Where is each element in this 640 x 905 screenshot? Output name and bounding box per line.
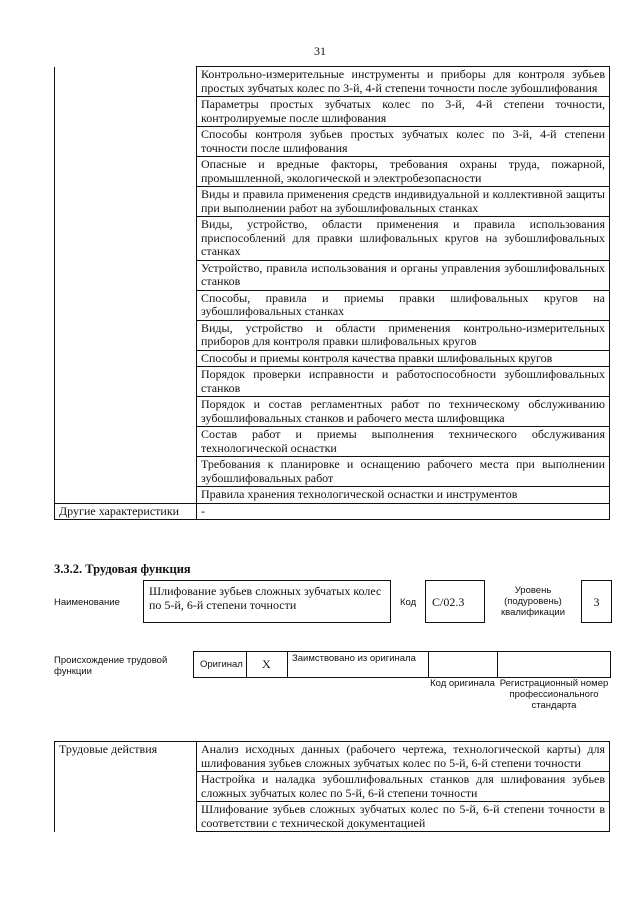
left-cell: [55, 802, 197, 832]
reg-number-caption: Регистрационный номер профессионального стандарта: [499, 678, 609, 711]
knowledge-item: Порядок и состав регламентных работ по техническому обслуживанию зубошлифовальных станков и рабочего места шлифовщика: [197, 397, 610, 427]
table-row: [55, 350, 610, 367]
table-row: [55, 320, 610, 350]
knowledge-item: Способы, правила и приемы правки шлифовальных кругов на зубошлифовальных станках: [197, 290, 610, 320]
knowledge-table: [54, 66, 610, 520]
original-label: Оригинал: [200, 659, 243, 670]
knowledge-item: Виды и правила применения средств индивидуальной и коллективной защиты при выполнении работ на зубошлифовальных станках: [197, 187, 610, 217]
left-cell: [55, 187, 197, 217]
knowledge-item: Параметры простых зубчатых колес по 3-й, 4-й степени точности, контролируемые после шлифования: [197, 97, 610, 127]
labor-action-item: Шлифование зубьев сложных зубчатых колес по 5-й, 6-й степени точности в соответствии с технической документацией: [197, 802, 610, 832]
code-original-caption: Код оригинала: [430, 678, 495, 689]
table-row: [55, 260, 610, 290]
borrowed-label: Заимствовано из оригинала: [292, 653, 416, 664]
original-mark: X: [262, 657, 271, 671]
name-label: Наименование: [54, 597, 120, 608]
left-cell: [55, 97, 197, 127]
left-cell: [55, 217, 197, 261]
table-row: [55, 217, 610, 261]
knowledge-item: Контрольно-измерительные инструменты и приборы для контроля зубьев простых зубчатых колес по 3-й, 4-й степени точности после зубошлифования: [197, 67, 610, 97]
knowledge-item: Состав работ и приемы выполнения технического обслуживания технологической оснастки: [197, 427, 610, 457]
level-value-box: 3: [581, 580, 612, 623]
left-cell: [55, 427, 197, 457]
function-name-box: Шлифование зубьев сложных зубчатых колес по 5-й, 6-й степени точности: [143, 580, 391, 623]
section-title: 3.3.2. Трудовая функция: [54, 562, 191, 576]
origin-reg-cell: [498, 652, 610, 677]
origin-code-cell: [429, 652, 498, 677]
knowledge-item: Устройство, правила использования и органы управления зубошлифовальных станков: [197, 260, 610, 290]
table-row: [55, 772, 610, 802]
table-row: [55, 397, 610, 427]
table-row: [55, 67, 610, 97]
table-row: [55, 97, 610, 127]
table-row: [55, 157, 610, 187]
left-cell: [55, 157, 197, 187]
origin-label: Происхождение трудовой функции: [54, 655, 168, 677]
left-cell: [55, 260, 197, 290]
knowledge-item: Порядок проверки исправности и работоспособности зубошлифовальных станков: [197, 367, 610, 397]
table-row: [55, 742, 610, 772]
knowledge-item: Способы контроля зубьев простых зубчатых колес по 3-й, 4-й степени точности после шлифования: [197, 127, 610, 157]
table-row: [55, 503, 610, 520]
left-cell: [55, 487, 197, 504]
table-row: [55, 427, 610, 457]
code-value-box: C/02.3: [425, 580, 485, 623]
knowledge-item: Виды, устройство, области применения и правила использования приспособлений для правки шлифовальных кругов на зубошлифовальных станках: [197, 217, 610, 261]
other-characteristics-label: Другие характеристики: [55, 503, 197, 520]
left-cell: [55, 367, 197, 397]
code-label: Код: [400, 597, 417, 608]
left-cell: [55, 127, 197, 157]
labor-action-item: Анализ исходных данных (рабочего чертежа, технологической карты) для шлифования зубьев сложных зубчатых колес по 5-й, 6-й степени точности: [197, 742, 610, 772]
left-cell: [55, 67, 197, 97]
table-row: [55, 290, 610, 320]
table-row: [55, 367, 610, 397]
table-row: [55, 802, 610, 832]
table-row: [55, 187, 610, 217]
knowledge-item: Правила хранения технологической оснастки и инструментов: [197, 487, 610, 504]
labor-action-item: Настройка и наладка зубошлифовальных станков для шлифования зубьев сложных зубчатых колес по 5-й, 6-й степени точности: [197, 772, 610, 802]
table-row: [55, 127, 610, 157]
labor-actions-table: [54, 741, 610, 832]
table-row: [55, 457, 610, 487]
knowledge-item: Виды, устройство и области применения контрольно-измерительных приборов для контроля правки шлифовальных кругов: [197, 320, 610, 350]
original-label-cell: [194, 652, 247, 677]
original-mark-cell: [247, 652, 288, 677]
knowledge-item: Способы и приемы контроля качества правки шлифовальных кругов: [197, 350, 610, 367]
borrowed-cell: [288, 652, 429, 677]
left-cell: [55, 397, 197, 427]
left-cell: [55, 320, 197, 350]
other-characteristics-value: -: [197, 503, 610, 520]
left-cell: [55, 772, 197, 802]
knowledge-item: Требования к планировке и оснащению рабочего места при выполнении зубошлифовальных работ: [197, 457, 610, 487]
left-cell: [55, 457, 197, 487]
left-cell: [55, 290, 197, 320]
table-row: [55, 487, 610, 504]
origin-row: [193, 651, 611, 678]
left-cell: [55, 350, 197, 367]
labor-actions-label: Трудовые действия: [55, 742, 197, 772]
knowledge-item: Опасные и вредные факторы, требования охраны труда, пожарной, промышленной, экологической и электробезопасности: [197, 157, 610, 187]
page-number: 31: [314, 44, 326, 58]
level-label: Уровень (подуровень) квалификации: [500, 585, 566, 618]
